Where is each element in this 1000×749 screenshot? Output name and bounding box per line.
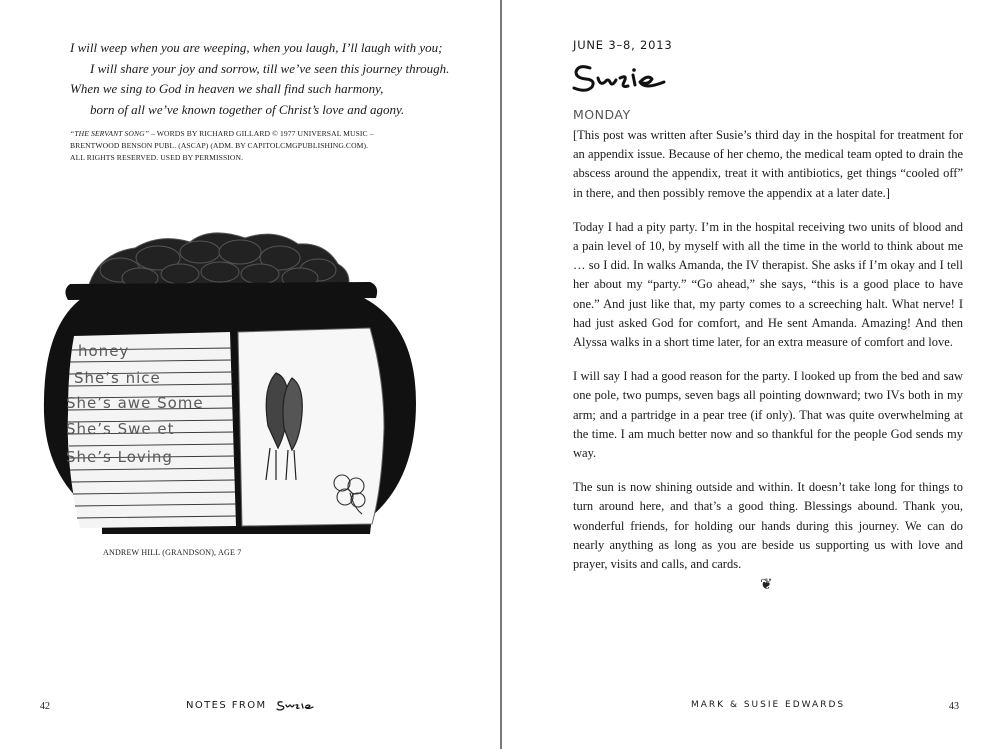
- page-number-left: 42: [40, 701, 50, 712]
- lyric-line: I will weep when you are weeping, when you laugh, I’ll laugh with you;: [70, 40, 443, 55]
- drawing-text-line: She’s Swe et: [66, 420, 175, 438]
- right-page: [502, 0, 1000, 749]
- paragraph: [This post was written after Susie’s third day in the hospital for treatment for an appendix issue. Because of her chemo, the medical team opted to drain the abscess around the appendix, treat it with antibiotics, get things “cooled off” in there, and then possibly remove the appendix at a later date.]: [573, 128, 963, 200]
- journal-entry: [573, 126, 963, 589]
- drawing-text-line: She’s nice: [74, 369, 161, 387]
- child-drawing: [40, 228, 420, 540]
- song-lyrics: [70, 38, 470, 164]
- fleuron-icon: ❦: [760, 577, 773, 593]
- susie-script-logo-small: [275, 699, 315, 711]
- paragraph: I will say I had a good reason for the party. I looked up from the bed and saw one pole, two pumps, seven bags all pointing downward; two IVs both in my arm; and a partridge in a pear tree (if only). That was quite overwhelming at the time. I am much better now and so thankful for the people God sends my way.: [573, 369, 963, 461]
- drawing-caption: ANDREW HILL (GRANDSON), AGE 7: [103, 548, 242, 557]
- paragraph: The sun is now shining outside and within. It doesn’t take long for things to turn around here, and that’s a good thing. Blessings abound. Thank you, wonderful friends, for holding our hands during this journey. We can do nearly anything as long as you are beside us supporting us with love and prayer, visits and calls, and cards.: [573, 480, 963, 572]
- credit-line-3: ALL RIGHTS RESERVED. USED BY PERMISSION.: [70, 153, 244, 162]
- day-heading: MONDAY: [573, 107, 631, 122]
- pot-rim: [65, 282, 377, 300]
- song-title: “THE SERVANT SONG”: [70, 129, 150, 138]
- gold-coins: [88, 233, 349, 288]
- lyric-line: I will share your joy and sorrow, till we’ve seen this journey through.: [90, 60, 450, 76]
- running-head-right: MARK & SUSIE EDWARDS: [691, 700, 846, 710]
- credit-line-2: BRENTWOOD BENSON PUBL. (ASCAP) (ADM. BY CAPITOLCMGPUBLISHING.COM).: [70, 141, 369, 150]
- running-head-text: NOTES FROM: [186, 700, 267, 711]
- running-head-left: [186, 699, 315, 711]
- page-number-right: 43: [949, 701, 959, 712]
- credit-attribution: – WORDS BY RICHARD GILLARD © 1977 UNIVERSAL MUSIC –: [149, 129, 374, 138]
- drawing-text-line: She’s awe Some: [66, 394, 204, 412]
- lined-paper: [66, 332, 236, 528]
- pot-of-gold-drawing: [40, 228, 420, 540]
- picture-panel: [238, 328, 384, 526]
- credit-line-1: [70, 128, 470, 140]
- drawing-text-line: honey: [78, 342, 130, 360]
- paragraph: Today I had a pity party. I’m in the hospital receiving two units of blood and a pain level of 10, by myself with all the time in the world to think about me … so I did. In walks Amanda, the IV therapist. She asks if I’m okay and I tell her about my “party.” “Go ahead,” she says, “this is a good place to have one.” And just like that, my party comes to a screeching halt. What nerve! I had just asked God for comfort, and He sent Amanda. Amazing! And then Alyssa walks in a short time later, for an extra measure of comfort and love.: [573, 219, 963, 350]
- entry-date: JUNE 3–8, 2013: [573, 38, 673, 52]
- lyric-line: born of all we’ve known together of Christ’s love and agony.: [90, 101, 405, 117]
- lyric-line: When we sing to God in heaven we shall find such harmony,: [70, 81, 384, 96]
- susie-signature-logo: [570, 60, 670, 101]
- song-credit: [70, 128, 470, 164]
- drawing-text-line: She’s Loving: [66, 448, 173, 466]
